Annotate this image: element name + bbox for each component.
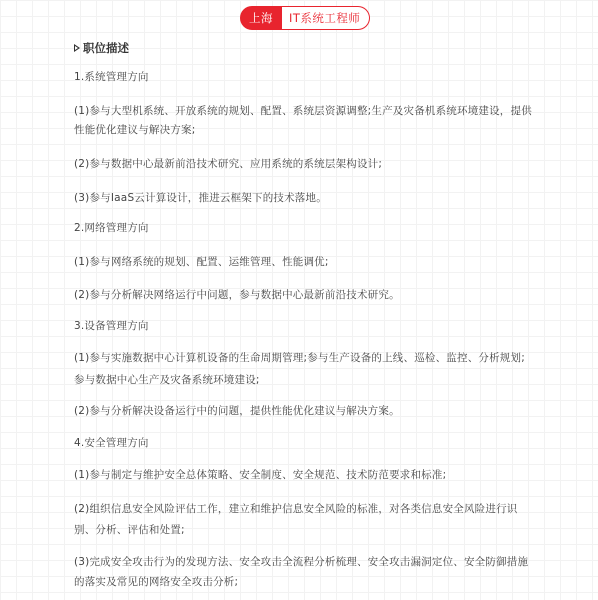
location-badge: 上海 [240, 6, 282, 30]
duty-line: 别、分析、评估和处置; [74, 524, 185, 536]
duty-line: (2)参与分析解决网络运行中问题，参与数据中心最新前沿技术研究。 [74, 289, 400, 301]
section-heading-label: 职位描述 [83, 41, 129, 55]
job-title-badge: IT系统工程师 [282, 6, 370, 30]
duty-line: (2)组织信息安全风险评估工作，建立和维护信息安全风险的标准，对各类信息安全风险进行识 [74, 503, 518, 515]
section-heading [74, 40, 129, 56]
category-heading-network: 2.网络管理方向 [74, 222, 149, 234]
duty-line: (3)完成安全攻击行为的发现方法、安全攻击全流程分析梳理、安全攻击漏洞定位、安全防御措施 [74, 556, 529, 568]
category-heading-security: 4.安全管理方向 [74, 437, 149, 449]
duty-line: (1)参与制定与维护安全总体策略、安全制度、安全规范、技术防范要求和标准; [74, 469, 447, 481]
duty-line: 的落实及常见的网络安全攻击分析; [74, 576, 239, 588]
duty-line: (3)参与IaaS云计算设计，推进云框架下的技术落地。 [74, 192, 327, 204]
category-heading-system: 1.系统管理方向 [74, 71, 149, 83]
category-heading-device: 3.设备管理方向 [74, 320, 149, 332]
triangle-icon [74, 44, 80, 52]
duty-line: (1)参与网络系统的规划、配置、运维管理、性能调优; [74, 256, 329, 268]
job-header-tag [240, 6, 370, 30]
duty-line: (1)参与实施数据中心计算机设备的生命周期管理;参与生产设备的上线、巡检、监控、分析规划; [74, 352, 525, 364]
duty-line: (2)参与分析解决设备运行中的问题，提供性能优化建议与解决方案。 [74, 405, 400, 417]
duty-line: (1)参与大型机系统、开放系统的规划、配置、系统层资源调整;生产及灾备机系统环境建设，提供 [74, 105, 532, 117]
duty-line: 参与数据中心生产及灾备系统环境建设; [74, 374, 260, 386]
duty-line: 性能优化建议与解决方案; [74, 124, 196, 136]
duty-line: (2)参与数据中心最新前沿技术研究、应用系统的系统层架构设计; [74, 158, 383, 170]
